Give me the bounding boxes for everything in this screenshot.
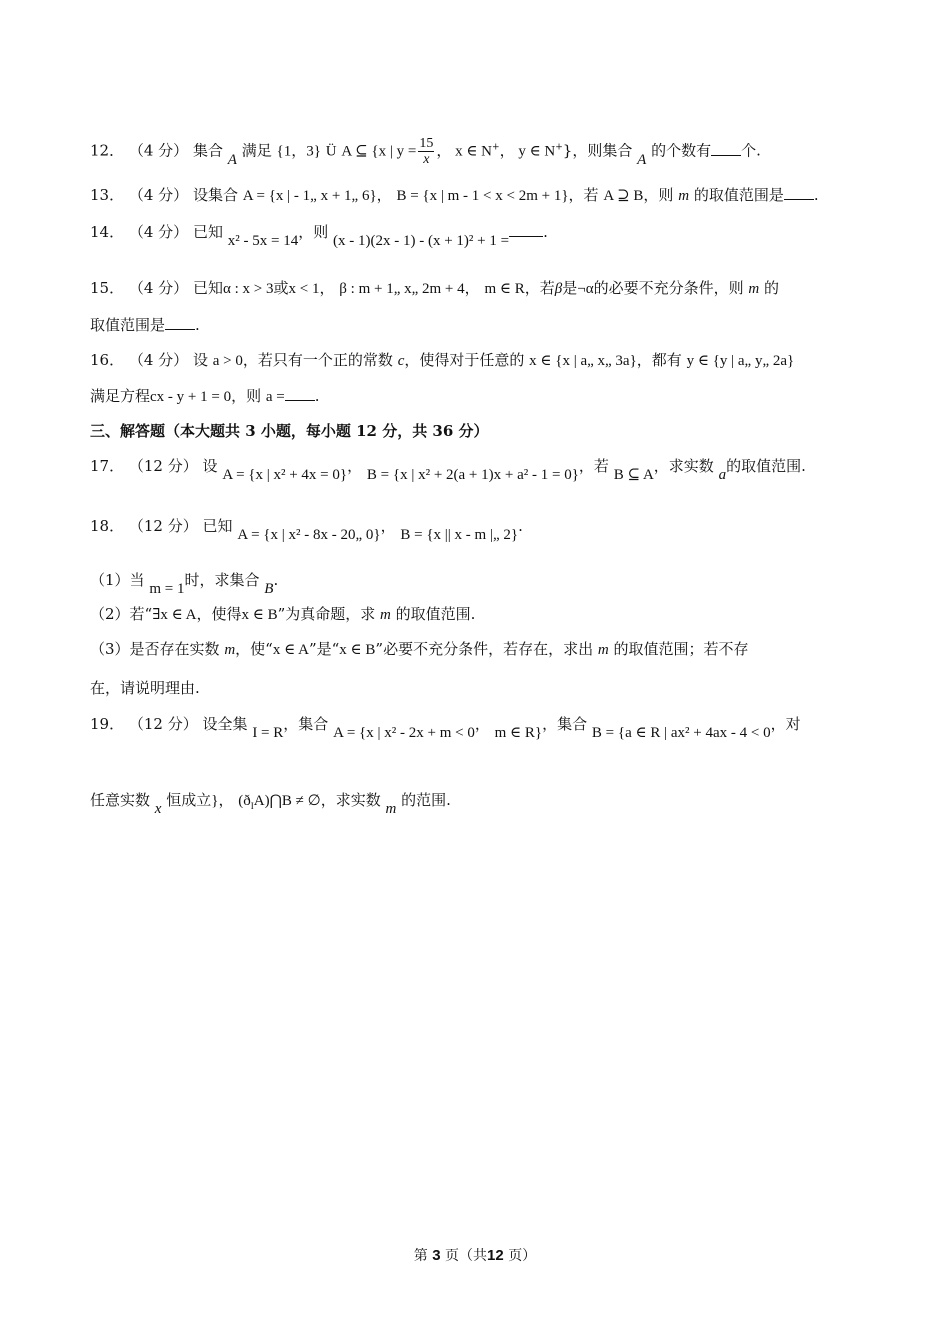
math-brace: } [211,793,219,809]
problem-text: ， [464,279,480,297]
problem-number: 17． [90,457,125,475]
math-var: m [224,642,236,658]
math-expr: x ∈ B [241,607,278,623]
math-relation: B ⊆ A [613,467,654,483]
problem-18-part-3 [90,639,749,660]
problem-19 [90,714,801,741]
problem-text: }，则集合 [562,141,633,160]
math-sup: + [555,142,563,153]
footer-text: 页） [508,1248,537,1264]
page-number: 3 [432,1247,441,1264]
intersection-symbol: ⋂ [269,793,282,809]
problem-score: （4 分） [128,351,189,369]
math-expr: x ∈ B [339,642,376,658]
problem-16 [90,350,794,371]
math-sup: + [492,142,500,153]
problem-score: （4 分） [128,186,189,204]
problem-text: （2）若“ [90,605,153,623]
math-var: c [397,353,405,369]
problem-text: 是 [562,279,578,297]
problem-text: 的必要不充分条件，则 [593,279,744,297]
math-var: B [264,581,274,597]
problem-text: . [195,316,200,334]
problem-text: ，求实数 [653,457,714,475]
problem-12 [90,136,761,167]
math-var: m [385,801,397,817]
math-expr: x ∈ A [272,642,309,658]
answer-blank [165,315,195,330]
problem-text: 或 [273,279,289,297]
math-expression: (x - 1)(2x - 1) - (x + 1)² + 1 = [333,233,510,249]
problem-number: 19． [90,715,125,733]
problem-14 [90,222,548,249]
problem-text: ”是“ [308,640,340,658]
problem-number: 18． [90,517,125,535]
problem-score: （12 分） [128,715,198,733]
problem-text: . [314,387,320,405]
separator: ， [347,457,363,475]
problem-13 [90,185,819,206]
answer-blank [784,185,814,200]
math-var: a [718,467,727,483]
math-expr: ∃x ∈ A [152,607,197,623]
math-var: A [637,151,647,168]
math-var: A [227,151,237,168]
math-var: β [554,281,563,297]
complement-set: A) [253,793,270,809]
math-complement [238,793,320,809]
problem-text: ，使得对于任意的 [404,351,525,369]
problem-text: ，则 [231,387,262,405]
math-alpha: α : x > 3 [222,281,274,297]
math-relation: A ⊇ B [603,188,644,204]
problem-18-part-2 [90,604,475,625]
separator: ， [474,715,490,733]
math-expr: m ∈ R [484,281,525,297]
separator: ， [380,517,396,535]
problem-text: ，使“ [235,640,273,658]
math-expr: ， y ∈ N [499,143,556,160]
problem-text: . [543,223,548,241]
math-set-b: B = {x || x - m |„ 2} [400,527,519,543]
math-equation: cx - y + 1 = 0 [150,389,232,405]
problem-text: 设 [192,351,208,369]
footer-text: 页（共 [445,1248,488,1264]
separator: ， [376,186,392,204]
math-expr: a > 0 [212,353,243,369]
math-var: x [154,801,162,817]
math-fraction [418,136,434,167]
answer-blank [509,222,543,237]
fraction-numerator: 15 [419,136,434,151]
answer-blank [711,141,741,156]
fraction-denominator: x [423,152,430,167]
problem-text: 任意实数 [90,791,151,809]
problem-text: ， [319,279,335,297]
problem-text: 的个数有 [651,141,712,160]
problem-text: . [273,571,279,589]
math-x-set: x ∈ {x | a„ x„ 3a} [529,353,637,369]
math-set-b: B = {a ∈ R | ax² + 4ax - 4 < 0 [591,725,771,741]
problem-text: 的取值范围. [395,605,476,623]
problem-text: ，都有 [636,351,682,369]
math-set-a: A = {x | x² - 8x - 20„ 0} [237,527,381,543]
math-set-a: A = {x | x² - 2x + m < 0 [333,725,475,741]
problem-number: 15． [90,279,125,297]
problem-text: 的 [763,279,779,297]
problem-text: 已知 [192,279,223,297]
problem-number: 13． [90,186,125,204]
math-var: m [597,642,609,658]
math-expr: A ⊆ {x | y = [341,143,417,160]
total-pages: 12 [487,1247,504,1264]
problem-text: ，对 [770,715,801,733]
math-set-b: B = {x | m - 1 < x < 2m + 1} [396,188,569,204]
problem-18-part-1 [90,570,279,597]
problem-text: . [813,186,819,204]
problem-text: ，集合 [283,715,329,733]
math-var: m [380,607,391,623]
problem-18 [90,516,523,543]
problem-text: 时，求集合 [184,571,260,589]
problem-text: 的范围. [401,791,451,809]
math-expr: I = R [252,725,284,741]
math-not-alpha: ¬α [577,281,594,297]
math-equation: m = 1 [149,581,185,597]
problem-text: ，集合 [542,715,588,733]
problem-text: 满足方程 [90,387,151,405]
intersection-rest: B ≠ ∅ [281,793,321,809]
problem-text: 取值范围是 [90,316,166,334]
math-beta: β : m + 1„ x„ 2m + 4 [339,281,465,297]
problem-text: ，若只有一个正的常数 [242,351,393,369]
problem-text: ，求实数 [320,791,381,809]
problem-text: ，若 [524,279,555,297]
footer-text: 第 [413,1248,428,1264]
problem-text: ，使得 [196,605,242,623]
problem-text: 设集合 [192,186,238,204]
math-var: m [748,281,760,297]
math-var: m [678,188,690,204]
problem-score: （4 分） [128,223,189,241]
problem-text: ，则 [643,186,674,204]
problem-text: 设全集 [202,715,248,733]
problem-text: 满足 [241,141,272,160]
problem-number: 12． [90,141,125,160]
separator: ， [218,791,234,809]
math-y-set: y ∈ {y | a„ y„ 2a} [686,353,795,369]
problem-15-line-2 [90,315,200,335]
problem-text: ”必要不充分条件，若存在，求出 [375,640,594,658]
page-footer [0,1245,950,1265]
problem-score: （12 分） [128,517,198,535]
math-expr: ， x ∈ N [436,143,493,160]
problem-number: 14． [90,223,125,241]
problem-19-line-2 [90,790,451,816]
math-equation: x² - 5x = 14 [227,233,299,249]
problem-score: （12 分） [128,457,198,475]
complement-symbol: (ð [238,793,251,809]
problem-text: ，则 [298,223,329,241]
problem-16-line-2 [90,386,320,407]
problem-text: 的取值范围是 [693,186,784,204]
math-expr: m ∈ R} [494,725,543,741]
problem-15 [90,278,779,299]
problem-text: 已知 [202,517,233,535]
problem-18-part-3-line-2 [90,678,200,698]
problem-text: ”为真命题，求 [277,605,376,623]
problem-text: ，若 [568,186,599,204]
problem-text: （1）当 [90,571,145,589]
math-set-a: A = {x | x² + 4x = 0} [222,467,348,483]
problem-text: 在，请说明理由. [90,679,200,697]
problem-text: 设 [202,457,218,475]
problem-17 [90,456,806,483]
math-symbol: Ü [325,143,337,160]
section-heading: 三、解答题（本大题共 3 小题，每小题 12 分，共 36 分） [90,422,489,440]
problem-text: ，若 [578,457,609,475]
problem-text: 集合 [192,141,223,160]
problem-number: 16． [90,351,125,369]
problem-text: 已知 [192,223,223,241]
problem-text: 的取值范围. [726,457,806,475]
problem-text: 恒成立 [166,791,212,809]
problem-score: （4 分） [128,141,189,160]
complement-subscript: I [250,801,254,811]
problem-score: （4 分） [128,279,189,297]
problem-text: . [518,517,523,535]
math-set: {1，3} [276,143,321,160]
math-set-a: A = {x | - 1„ x + 1„ 6} [242,188,377,204]
math-expr: a = [265,389,285,405]
problem-text: 的取值范围；若不存 [613,640,749,658]
answer-blank [285,386,315,401]
math-expr: x < 1 [288,281,320,297]
math-set-b: B = {x | x² + 2(a + 1)x + a² - 1 = 0} [366,467,579,483]
problem-text: 个. [741,141,761,160]
problem-text: （3）是否存在实数 [90,640,220,658]
